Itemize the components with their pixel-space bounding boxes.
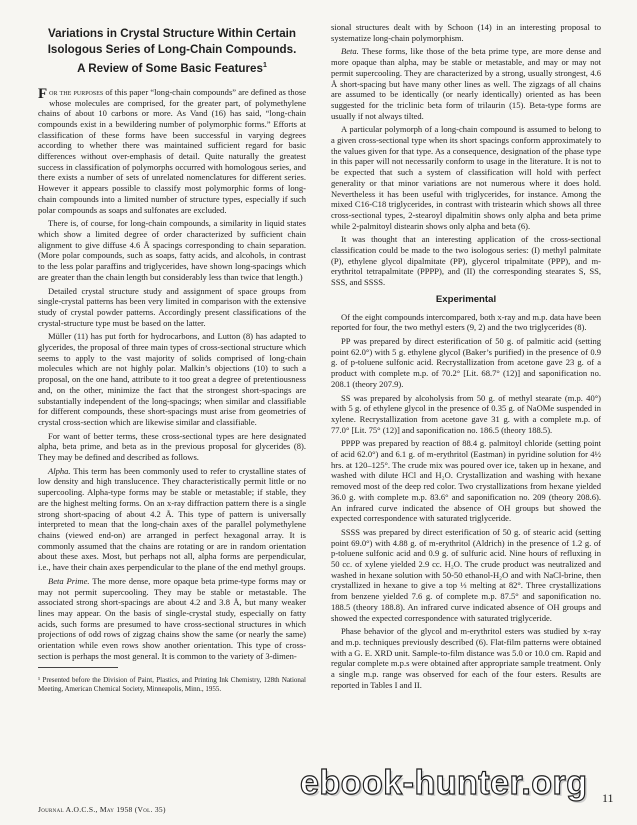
paragraph-beta-prime: Beta Prime. The more dense, more opaque beta prime-type forms may or may not permit supercooling. They may be stable or metastable. The associated strong short-spacings are about 4.2 and 3.8 Å, but many weaker lines may appear. On the basis of single-crystal study, especially on fatty acids, such forms are presumed to have cross-sectional structures in which projections of odd rows of zigzag chains show the same (or nearly the same) orientation while even rows show another orientation. This type of cross-section is perhaps the most general. It is common to the variety of 3-dimen- (38, 575, 306, 661)
paragraph-pppp-preparation: PPPP was prepared by reaction of 88.4 g. palmitoyl chloride (setting point of acid 62.0°) and 6.1 g. of m-erythritol (Eastman) in pyridine solution for 4½ hrs. at 120–125°. The crude mix was poured over ice, taken up in hexane, and washed with dilute HCl and H₂O. Crystallization and washing with hexane removed most of the deep red color. Two crystallizations from hexane yielded 36.0 g. with complete m.p. 83.6° and saponification no. 209 (theory 208.6). An infrared curve indicated the absence of OH groups but showed the expected correspondence with saturated triglyceride. (331, 438, 601, 524)
alpha-heading: Alpha. (48, 465, 71, 476)
footnote-rule (38, 667, 118, 668)
paragraph-phase-behavior: Phase behavior of the glycol and m-erythritol esters was studied by x-ray and m.p. techniques previously described (6). Flat-film patterns were obtained with a G. E. XRD unit. Sample-to-film distance was 5.0 or 10.0 cm. Rapid and regular complete m.p.s were obtained after appropriate sample treatment. Only a single m.p. range was observed for each of the four esters. Results are reported in Tables I and II. (331, 626, 601, 690)
left-column (38, 22, 306, 697)
paragraph-polymorph-classification: A particular polymorph of a long-chain compound is assumed to belong to a given cross-sectional type when its short spacings conform approximately to the values given for that type. As a consequence, designation of the phase type in this paper will not necessarily conform to usage in the literature. It is not to be expected that such a system of classification will hold with perfect generality or that minor variations are not numerous where it does hold. Nevertheless it has been useful with triglycerides, for instance. Among the mixed C16-C18 triglycerides, in contrast with tristearin which shows all three cross-sectional types, 2-stearoyl dipalmitin shows only alpha and beta prime while 2-palmitoyl distearin shows only alpha and beta (6). (331, 124, 601, 231)
beta-heading: Beta. (341, 46, 359, 57)
article-title: Variations in Crystal Structure Within Certain Isologous Series of Long-Chain Compounds. A Review of Some Basic Features$^1$ (47, 27, 297, 75)
paragraph-eight-compounds: Of the eight compounds intercompared, both x-ray and m.p. data have been reported for four, the two methyl esters (9, 2) and the two triglycerides (8). (331, 311, 601, 333)
page-number: 11 (602, 791, 614, 805)
intro-paragraph (38, 87, 306, 215)
section-heading-experimental: Experimental (435, 293, 497, 305)
title-footnote-mark: 1 (262, 62, 267, 69)
intro-text: of this paper “long-chain compounds” are defined as those whose molecules are comprised, for the greater part, of polymethylene chains of about 10 carbons or more. As Vand (16) has said, “long-chain compounds exist in a bewildering number of polymorphic forms.” Efforts at classification of these forms have been successful in varying degrees according to whether there was maintained sufficient regard for basic differences without over-emphasis of detail. Quite naturally the greatest success in classification of polymorphs occurred with homologous series, and there exists a number of sets of unrelated nomenclatures for different series. However it appears possible to classify most polymorphic forms of long-chain compounds into a limited number of structure types, especially if such polar compounds as soaps and sulfonates are excluded. (38, 86, 306, 215)
paragraph-ss-preparation: SS was prepared by alcoholysis from 50 g. of methyl stearate (m.p. 40°) with 5 g. of ethylene glycol in the presence of 0.35 g. of NaOMe suspended in xylene. Recrystallization from acetone gave 31 g. with a complete m.p. of 77.0° [Lit. 75° (12)] and saponification no. 186.5 (theory 188.5). (331, 392, 601, 435)
footnote: ¹ Presented before the Division of Paint, Plastics, and Printing Ink Chemistry, 128th National Meeting, American Chemical Society, Minneapolis, Minn., 1955. (38, 676, 306, 694)
paragraph-crystal-study: Detailed crystal structure study and assignment of space groups from single-crystal patterns has been very limited in comparison with the extensive study of crystal powder patterns. Accordingly present classifications of the crystal-structure type must be based on the latter. (38, 285, 306, 328)
journal-footer: Journal A.O.C.S., May 1958 (Vol. 35) (38, 805, 166, 814)
beta-prime-heading: Beta Prime. (48, 575, 90, 586)
paragraph-alpha: Alpha. This term has been commonly used to refer to crystalline states of low density and high translucence. They characteristically permit little or no supercooling. Alpha-type forms may be stable or metastable; if stable, they are the highest melting forms. On an x-ray diffraction pattern there is a single strong short-spacing of about 4.2 Å. This type of pattern is universally interpreted to mean that the long-chain axes of the parallel polymethylene chains (viewed end-on) are arranged in perfect hexagonal array. It is commonly assumed that the chains are rotating or are in random orientation about these axes. Most, but perhaps not all, alpha forms are perpendicular, i.e., have their chain axes perpendicular to the plane of the end methyl groups. (38, 465, 306, 573)
watermark: ebook-hunter.org (300, 764, 588, 802)
right-column (331, 22, 601, 693)
paragraph-schoon: sional structures dealt with by Schoon (14) in an interesting proposal to systematize long-chain polymorphism. (331, 22, 601, 43)
paragraph-muller: Müller (11) has put forth for hydrocarbons, and Lutton (8) has adapted to glycerides, the proposal of three main types of cross-sectional structure which seems to apply to the vast majority of solids comprised of long-chain molecules which are not highly polar. Malkin’s objections (10) to such a proposal, on the one hand, attribute to it too great a degree of pretentiousness and, on the other, minimize the fact that the strongest short-spacings are substantially independent of the long-spacings; when similar and classifiable for different compounds, these short-spacings must arise from geometries of crystal cross-section which are likewise similar and classifiable. (38, 331, 306, 427)
paragraph-beta: Beta. These forms, like those of the beta prime type, are more dense and more opaque than alpha, may be stable or metastable, and may or may not permit supercooling. They are characterized by a strong, usually strongest, 4.6 Å short-spacing but have many other lines as well. The zigzags of all chains are assumed to be identically (or nearly identically) oriented as has been suggested for the triclinic beta form of trilaurin (15). Beta-type forms are usually if not always tilted. (331, 46, 601, 121)
intro-small-caps: or the purposes (49, 86, 104, 97)
paragraph-pp-preparation: PP was prepared by direct esterification of 50 g. of palmitic acid (setting point 62.0°) with 5 g. ethylene glycol (Baker’s purified) in the presence of 0.9 g. of p-toluene sulfonic acid. Recrystallization from acetone gave 23 g. of a product with complete m.p. of 70.2° [Lit. 68.7° (12)] and saponification no. 208.1 (theory 207.9). (331, 335, 601, 389)
paragraph-liquid-states: There is, of course, for long-chain compounds, a similarity in liquid states which show a limited degree of order characterized by sufficient chain alignment to give diffuse 4.6 Å spacings corresponding to chain separation. (More polar compounds, such as soaps, fatty acids, and alcohols, in contrast to the less polar paraffins and triglycerides, have shown long-spacings which are greater than the chain length but considerably less than twice that length.) (38, 218, 306, 282)
paragraph-ssss-preparation: SSSS was prepared by direct esterification of 50 g. of stearic acid (setting point 69.0°) with 4.88 g. of m-erythritol (Aldrich) in the presence of 1.2 g. of p-toluene sulfonic acid and 0.9 g. of sulfuric acid. Nine hours of refluxing in 50 cc. of xylene yielded 2.9 cc. H₂O. The crude product was neutralized and washed in hexane solution with 50-50 ethanol-H₂O and with NaCl-brine, then crystallized in hexane to give a top ⅓ melting at 82°. Three crystallizations from benzene yielded 7.6 g. of complete m.p. 87.5° and saponification no. 188.5 (theory 188.8). An infrared curve indicated absence of OH groups and showed the expected correspondence with saturated triglyceride. (331, 526, 601, 623)
paragraph-cross-sectional-types: For want of better terms, these cross-sectional types are here designated alpha, beta prime, and beta as in the previous proposal for glycerides (8). They may be defined and described as follows. (38, 430, 306, 463)
drop-cap: F (38, 85, 48, 102)
paragraph-isologous-series: It was thought that an interesting application of the cross-sectional classification could be made to the two isologous series: (I) methyl palmitate (P), ethylene glycol dipalmitate (PP), glycerol tripalmitate (PPP), and m-erythritol tetrapalmitate (PPPP), and (II) the corresponding stearates S, SS, SSS, and SSSS. (331, 234, 601, 288)
